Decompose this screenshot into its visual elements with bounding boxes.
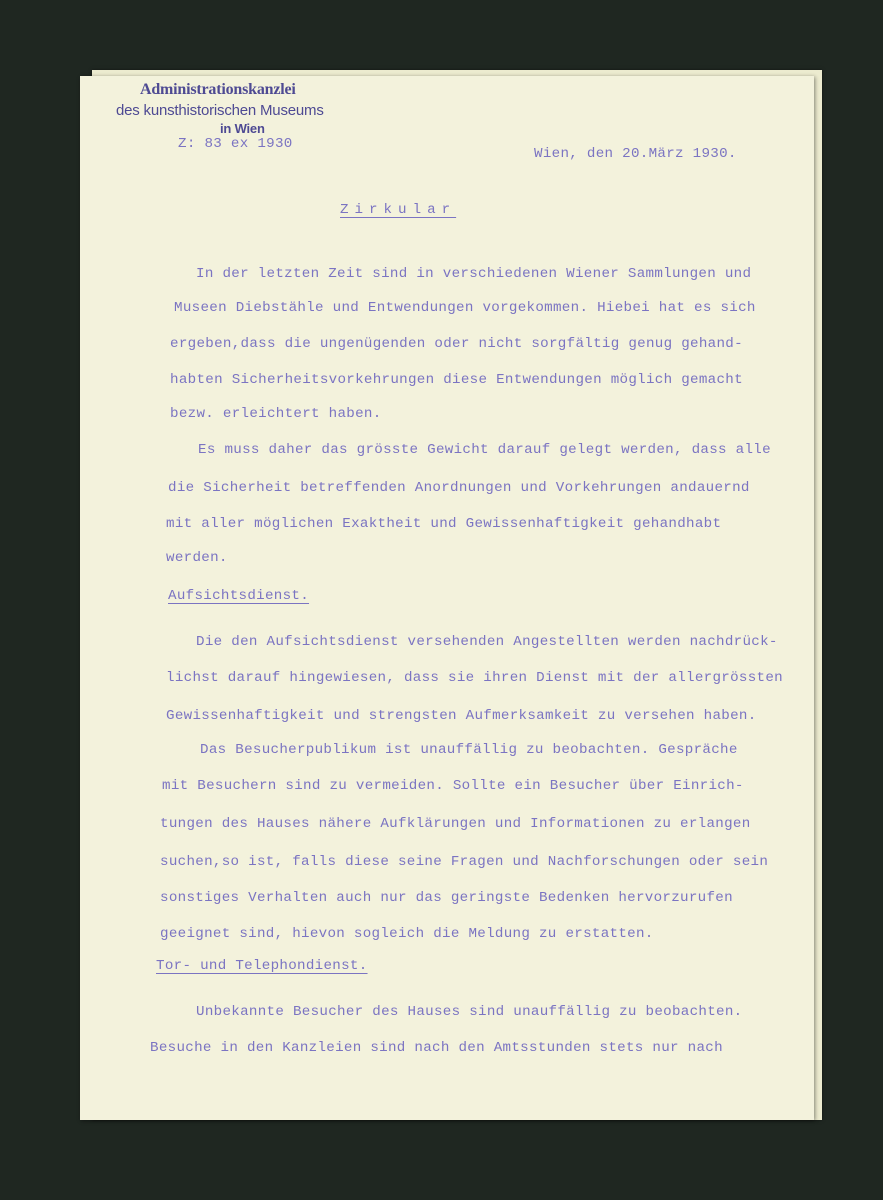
stamp-line-2: des kunsthistorischen Museums bbox=[116, 102, 324, 119]
section1-p2-line: tungen des Hauses nähere Aufklärungen und Informationen zu erlangen bbox=[160, 816, 751, 832]
intro-p2-line: mit aller möglichen Exaktheit und Gewissenhaftigkeit gehandhabt bbox=[166, 516, 722, 532]
stamp-line-3: in Wien bbox=[220, 121, 265, 136]
section1-p2-line: geeignet sind, hievon sogleich die Meldung zu erstatten. bbox=[160, 926, 654, 942]
intro-p1-line: In der letzten Zeit sind in verschiedenen Wiener Sammlungen und bbox=[196, 266, 752, 282]
section1-p2-line: Das Besucherpublikum ist unauffällig zu beobachten. Gespräche bbox=[200, 742, 738, 758]
intro-p1-line: Museen Diebstähle und Entwendungen vorgekommen. Hiebei hat es sich bbox=[174, 300, 756, 316]
intro-p2-line: Es muss daher das grösste Gewicht darauf gelegt werden, dass alle bbox=[198, 442, 771, 458]
section1-p1-line: Die den Aufsichtsdienst versehenden Angestellten werden nachdrück- bbox=[196, 634, 778, 650]
section-heading-tor-telephondienst: Tor- und Telephondienst. bbox=[156, 958, 368, 974]
intro-p2-line: die Sicherheit betreffenden Anordnungen und Vorkehrungen andauernd bbox=[168, 480, 750, 496]
section1-p1-line: Gewissenhaftigkeit und strengsten Aufmerksamkeit zu versehen haben. bbox=[166, 708, 757, 724]
document-title: Zirkular bbox=[340, 202, 457, 218]
intro-p1-line: ergeben,dass die ungenügenden oder nicht sorgfältig genug gehand- bbox=[170, 336, 743, 352]
section1-p2-line: suchen,so ist, falls diese seine Fragen und Nachforschungen oder sein bbox=[160, 854, 769, 870]
section1-p2-line: sonstiges Verhalten auch nur das geringste Bedenken hervorzurufen bbox=[160, 890, 733, 906]
section-heading-aufsichtsdienst: Aufsichtsdienst. bbox=[168, 588, 310, 604]
section2-p1-line: Besuche in den Kanzleien sind nach den Amtsstunden stets nur nach bbox=[150, 1040, 723, 1056]
stamp-line-1: Administrationskanzlei bbox=[140, 81, 296, 98]
intro-p1-line: habten Sicherheitsvorkehrungen diese Entwendungen möglich gemacht bbox=[170, 372, 743, 388]
reference-number: Z: 83 ex 1930 bbox=[178, 136, 293, 152]
section1-p1-line: lichst darauf hingewiesen, dass sie ihren Dienst mit der allergrössten bbox=[166, 670, 783, 686]
document-date: Wien, den 20.März 1930. bbox=[534, 146, 737, 162]
section1-p2-line: mit Besuchern sind zu vermeiden. Sollte ein Besucher über Einrich- bbox=[162, 778, 744, 794]
section2-p1-line: Unbekannte Besucher des Hauses sind unauffällig zu beobachten. bbox=[196, 1004, 743, 1020]
document-page bbox=[80, 76, 814, 1120]
intro-p1-line: bezw. erleichtert haben. bbox=[170, 406, 382, 422]
intro-p2-line: werden. bbox=[166, 550, 228, 566]
